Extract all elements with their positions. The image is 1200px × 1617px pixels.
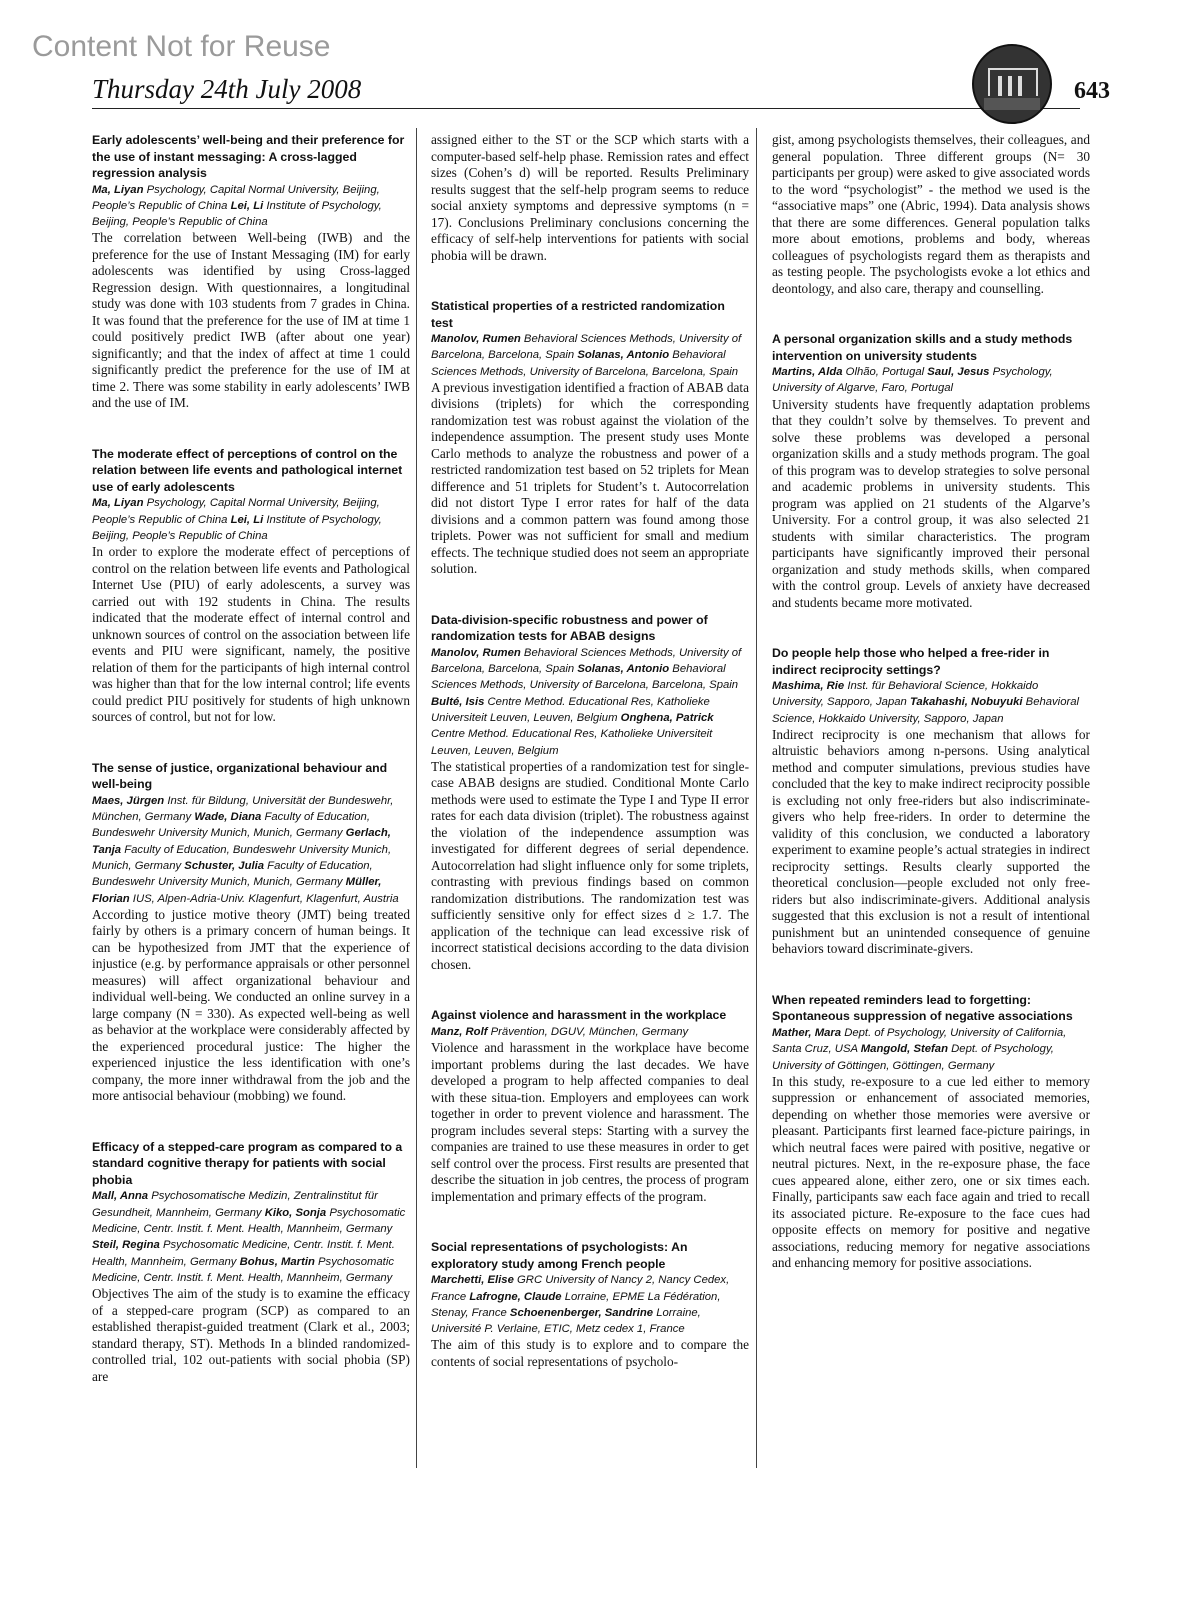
column-divider: [756, 128, 757, 1468]
abstract-title: The moderate effect of perceptions of control on the relation between life events and pathological internet use of early adolescents: [92, 446, 403, 494]
author-affiliation: GRC University of Nancy 2, Nancy Cedex, France: [431, 1274, 730, 1303]
author-affiliation: Psychology, University of Algarve, Faro, Portugal: [772, 366, 1053, 395]
header-date: Thursday 24th July 2008: [92, 74, 362, 104]
abstract-title: Social representations of psychologists: An exploratory study among French people: [431, 1240, 688, 1271]
author-affiliation: IUS, Alpen-Adria-Univ. Klagenfurt, Klagenfurt, Austria: [129, 892, 399, 905]
author-affiliation: Inst. für Behavioral Science, Hokkaido University, Sapporo, Japan: [772, 680, 1039, 709]
author-name: Solanas, Antonio: [577, 349, 670, 362]
author-name: Manolov, Rumen: [431, 646, 521, 659]
author-affiliation: Dept. of Psychology, University of California, Santa Cruz, USA: [772, 1026, 1067, 1056]
author-name: Takahashi, Nobuyuki: [909, 696, 1023, 709]
abstract-body: The correlation between Well-being (IWB) and the preference for the use of Instant Messaging (IM) for early adolescents was identified by using Cross-lagged Regression design. With questionnaires, a longitudinal study was done with 103 students from 7 grades in China. It was found that the preference for the use of IM at time 1 could positively predict IWB (after about one year) significantly; and that the index of affect at time 1 could significantly predict the preference for the use of IM at time 2. There was some stability in early adolescents’ IWB and the use of IM.: [92, 230, 410, 411]
abstract: [431, 132, 749, 264]
abstract-body: Violence and harassment in the workplace have become important problems during the last decades. We have developed a program to help affected companies to deal with these situa-tion. Employers and employees can work together in order to prevent violence and harassment. The program includes several steps: Starting with a survey the companies are trained to use these measures in order to get self control over the process. First results are presented that describe the situation in job centres, the process of program implementation and primary effects of the program.: [431, 1040, 749, 1204]
abstract-title: Do people help those who helped a free-rider in indirect reciprocity settings?: [772, 646, 1050, 677]
abstract-body: Indirect reciprocity is one mechanism that allows for altruistic behaviors among n-persons. Using analytical method and computer simulations, previous studies have concluded that the key to make indirect reciprocity possible is excluding not only free-riders but also indiscriminate-givers who help free-riders. In order to determine the validity of this conclusion, we conducted a laboratory experiment to examine people’s actual strategies in indirect reciprocity settings. Results clearly supported the theoretical conclusion—people excluded not only free-riders but also indiscriminate-givers. Additional analysis suggested that this exclusion is not a result of intentional punishment but an unintended consequence of genuine behaviors toward discriminate-givers.: [772, 726, 1090, 957]
author-affiliation: Centre Method. Educational Res, Katholieke Universiteit Leuven, Leuven, Belgium: [431, 695, 710, 725]
abstract: [431, 1007, 749, 1205]
author-name: Lei, Li: [230, 199, 264, 212]
author-affiliation: Behavioral Sciences Methods, University of Barcelona, Barcelona, Spain: [431, 333, 742, 362]
abstract: [92, 132, 410, 412]
abstract-title: Statistical properties of a restricted randomization test: [431, 299, 725, 330]
congress-seal-icon: [972, 44, 1052, 124]
author-name: Bulté, Isis: [431, 695, 485, 708]
abstract: [772, 645, 1090, 958]
abstract: [92, 1139, 410, 1385]
author-name: Bohus, Martin: [239, 1255, 315, 1268]
author-affiliation: Olhão, Portugal: [842, 366, 928, 378]
author-name: Marchetti, Elise: [431, 1274, 514, 1287]
abstract: [772, 992, 1090, 1272]
seal-base: [984, 98, 1040, 110]
column-2: [431, 132, 749, 1404]
author-name: Wade, Diana: [194, 811, 262, 824]
abstract-title: When repeated reminders lead to forgetting: Spontaneous suppression of negative associations: [772, 992, 1073, 1024]
author-name: Onghena, Patrick: [620, 712, 714, 725]
abstract-body: assigned either to the ST or the SCP which starts with a computer-based self-help phase. Remission rates and effect sizes (Cohen’s d) will be reported. Results Preliminary results suggest that the self-help program seems to reduce social anxiety symptoms and depressive symptoms (n = 17). Conclusions Preliminary conclusions concerning the efficacy of self-help interventions for patients with social phobia will be drawn.: [431, 132, 749, 263]
author-affiliation: Institute of Psychology, Beijing, People’s Republic of China: [92, 199, 382, 229]
abstract-title: The sense of justice, organizational behaviour and well-being: [92, 760, 388, 792]
author-name: Schuster, Julia: [184, 859, 265, 872]
page-number: 643: [1074, 78, 1110, 104]
abstract-body: A previous investigation identified a fraction of ABAB data divisions (triplets) for which the corresponding randomization test was robust against the violation of the independence assumption. The present study uses Monte Carlo methods to analyze the robustness and power of a restricted randomization test based on 52 triplets for Mean difference and 51 triplets for Student’s t. Autocorrelation did not distort Type I error rates for half of the data divisions and a common pattern was found among those triplets. Power was not sufficient for small and medium effects. The technique studied does not seem an appropriate solution.: [431, 379, 749, 577]
author-affiliation: Lorraine, EPME La Fédération, Stenay, France: [431, 1290, 721, 1319]
author-affiliation: Behavioral Sciences Methods, University of Barcelona, Barcelona, Spain: [431, 349, 739, 378]
author-name: Steil, Regina: [92, 1239, 160, 1252]
abstract-title: A personal organization skills and a study methods intervention on university students: [772, 332, 1073, 363]
author-affiliation: Psychology, Capital Normal University, Beijing, People’s Republic of China: [92, 497, 380, 526]
abstract-authors: [431, 1272, 749, 1337]
abstract-body: University students have frequently adaptation problems that they couldn’t solve by themselves. To prevent and solve these problems was developed a personal organization skills and a study methods program. The goal of this program was to develop strategies to solve personal and academic problems in university students. This program was applied on 21 students of the Algarve’s University. For a control group, it was also selected 21 students with similar characteristics. The program participants have significantly improved their personal organization and study methods skills, when compared with the control group. Levels of anxiety have decreased and students became more motivated.: [772, 396, 1090, 610]
author-name: Mashima, Rie: [772, 680, 845, 693]
author-name: Lei, Li: [230, 513, 264, 526]
author-affiliation: Psychosomatic Medicine, Centr. Instit. f. Ment. Health, Mannheim, Germany: [92, 1206, 406, 1235]
author-name: Martins, Alda: [772, 366, 843, 378]
column-divider: [416, 128, 417, 1468]
abstract: [92, 760, 410, 1105]
author-name: Mather, Mara: [772, 1026, 842, 1039]
author-affiliation: Institute of Psychology, Beijing, People’s Republic of China: [92, 513, 382, 542]
author-name: Manz, Rolf: [431, 1025, 488, 1038]
abstract-body: gist, among psychologists themselves, their colleagues, and general population. Three different groups (N= 30 participants per group) were asked to give associated words to the word “psychologist” - the method we used is the “associative maps” one (Abric, 1994). Data analysis shows that there are some differences. General population talks more about emotions, problems and body, whereas colleagues of psychologists regard them as therapists and as testing people. The psychologists evoke a lot ethics and deontology, and also care, therapy and counselling.: [772, 132, 1090, 296]
abstract-authors: [431, 331, 749, 380]
author-name: Gerlach, Tanja: [92, 827, 391, 856]
abstract-body: The aim of this study is to explore and to compare the contents of social representations of psycholo-: [431, 1337, 749, 1369]
author-name: Müller, Florian: [92, 876, 382, 905]
author-name: Saul, Jesus: [927, 366, 990, 378]
author-affiliation: Lorraine, Université P. Verlaine, ETIC, Metz cedex 1, France: [431, 1306, 701, 1336]
abstract-body: According to justice motive theory (JMT) being treated fairly by others is a primary concern of human beings. It can be hypothesized from JMT that the experience of injustice (e.g. by performance appraisals or other personnel measures) will affect organizational behaviour and individual well-being. We conducted an online survey in a large company (N = 330). As expected well-being as well as behavior at the workplace were considerably affected by the experienced procedural justice: The higher the experienced injustice the less identification with one’s company, the more inner withdrawal from the job and the more antisocial behaviour (mobbing) we found.: [92, 906, 410, 1104]
header-rule: [92, 108, 1080, 109]
abstract: [431, 298, 749, 578]
abstract: [431, 1239, 749, 1370]
abstract-body: Objectives The aim of the study is to examine the efficacy of a stepped-care program (SCP) as compared to an established therapist-guided treatment (Clark et al., 2003; standard therapy, ST). Methods In a blinded randomized-controlled trial, 102 out-patients with social phobia (SP) are: [92, 1286, 410, 1384]
author-affiliation: Psychology, Capital Normal University, Beijing, People’s Republic of China: [92, 183, 380, 212]
author-affiliation: Dept. of Psychology, University of Göttingen, Göttingen, Germany: [772, 1043, 1054, 1072]
abstract-authors: [92, 495, 410, 544]
author-affiliation: Faculty of Education, Bundeswehr University Munich, Munich, Germany: [92, 859, 373, 889]
abstract-authors: [92, 1188, 410, 1286]
author-affiliation: Psychosomatische Medizin, Zentralinstitut für Gesundheit, Mannheim, Germany: [92, 1190, 378, 1219]
abstract-authors: [431, 645, 749, 759]
column-3: [772, 132, 1090, 1306]
abstract-authors: [92, 793, 410, 907]
abstract-authors: [772, 678, 1090, 727]
author-name: Solanas, Antonio: [577, 663, 670, 676]
abstract-body: In this study, re-exposure to a cue led either to memory suppression or enhancement of associated memories, depending on whether those memories were aversive or pleasant. Participants first learned face-picture pairings, in which neutral faces were paired with positive, negative or neutral pictures. Next, in the re-exposure phase, the face cues appeared alone, either zero, one or six times each. Finally, participants saw each face again and tried to recall its associated picture. Re-exposure to the face cues had opposite effects on memory for positive and negative associations, reducing memory for negative associations and enhancing memory for positive associations.: [772, 1073, 1090, 1271]
author-name: Maes, Jürgen: [92, 794, 165, 807]
author-affiliation: Behavioral Sciences Methods, University of Barcelona, Barcelona, Spain: [431, 663, 739, 692]
abstract-authors: [92, 182, 410, 231]
author-name: Lafrogne, Claude: [469, 1290, 562, 1303]
abstract-title: Against violence and harassment in the workplace: [431, 1008, 727, 1023]
author-name: Ma, Liyan: [92, 497, 144, 510]
abstract-title: Efficacy of a stepped-care program as compared to a standard cognitive therapy for patients with social phobia: [92, 1139, 403, 1187]
author-name: Ma, Liyan: [92, 183, 144, 196]
author-name: Schoenenberger, Sandrine: [509, 1306, 654, 1319]
author-affiliation: Faculty of Education, Bundeswehr University Munich, Munich, Germany: [92, 811, 370, 840]
author-name: Mall, Anna: [92, 1190, 149, 1203]
abstract-body: In order to explore the moderate effect of perceptions of control on the relation between life events and Pathological Internet Use (PIU) of early adolescents, a survey was carried out with 192 students in China. The results indicated that the moderate effect of internal control and unknown sources of control on the association between life events and PIU were significant, namely, the positive relation of them for the participants of high internal control was higher than that for the low internal control; life events could predict PIU positively for students of high unknown sources of control, but not for low.: [92, 544, 410, 725]
author-affiliation: Psychosomatic Medicine, Centr. Instit. f. Ment. Health, Mannheim, Germany: [92, 1255, 394, 1284]
abstract: [92, 446, 410, 726]
abstract: [772, 132, 1090, 297]
author-affiliation: Prävention, DGUV, München, Germany: [487, 1025, 689, 1038]
abstract-body: The statistical properties of a randomization test for single-case ABAB designs are studied. Conditional Monte Carlo methods were used to estimate the Type I and Type II error rates for each data division (triplet). The robustness against the violation of the independence assumption was investigated for different degrees of serial dependence. Autocorrelation had slight influence only for some triplets, contrasting with previous findings based on common randomization distributions. The randomization test was sufficiently sensitive only for effect sizes d ≥ 1.7. The application of the technique can lead excessive risk of incorrect statistical decisions according to the data division chosen.: [431, 758, 749, 972]
author-affiliation: Inst. für Bildung, Universität der Bundeswehr, München, Germany: [92, 794, 394, 824]
author-affiliation: Centre Method. Educational Res, Katholieke Universiteit Leuven, Leuven, Belgium: [431, 728, 713, 757]
abstract: [431, 612, 749, 974]
abstract: [772, 331, 1090, 611]
author-affiliation: Behavioral Science, Hokkaido University, Sapporo, Japan: [772, 696, 1080, 725]
author-affiliation: Behavioral Sciences Methods, University of Barcelona, Barcelona, Spain: [431, 646, 742, 676]
abstract-title: Data-division-specific robustness and power of randomization tests for ABAB designs: [431, 612, 708, 644]
author-name: Kiko, Sonja: [264, 1206, 327, 1219]
author-name: Mangold, Stefan: [860, 1043, 948, 1056]
watermark: Content Not for Reuse: [32, 30, 331, 63]
author-name: Manolov, Rumen: [431, 333, 521, 345]
abstract-authors: [772, 1025, 1090, 1074]
abstract-authors: [431, 1024, 749, 1040]
column-1: [92, 132, 410, 1419]
abstract-authors: [772, 364, 1090, 397]
author-affiliation: Faculty of Education, Bundeswehr University Munich, Munich, Germany: [92, 843, 392, 872]
abstract-title: Early adolescents’ well-being and their preference for the use of instant messaging: A cross-lagged regression analysis: [92, 133, 405, 180]
gate-shape: [988, 68, 1038, 96]
author-affiliation: Psychosomatic Medicine, Centr. Instit. f. Ment. Health, Mannheim, Germany: [92, 1239, 395, 1268]
